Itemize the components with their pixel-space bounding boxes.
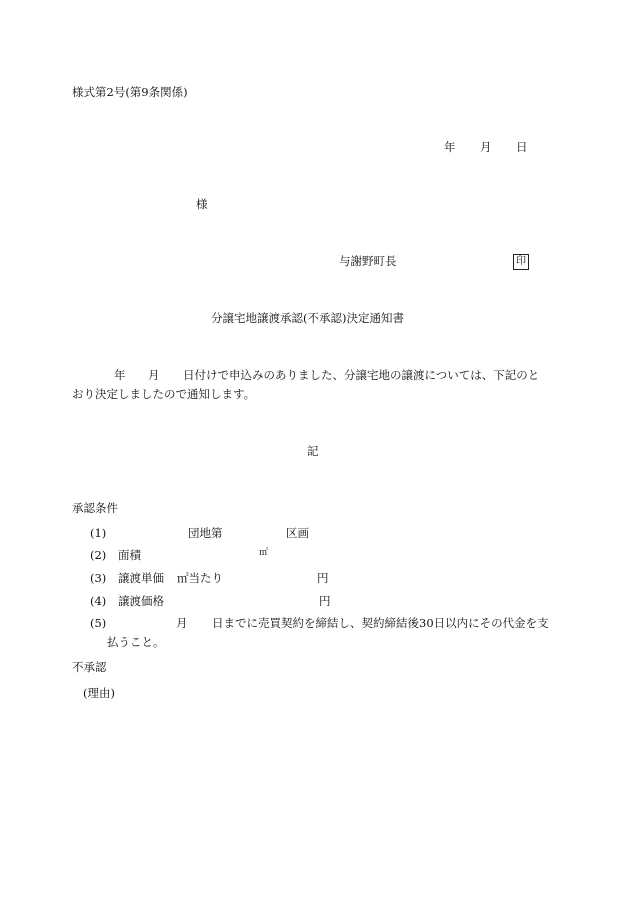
item-5-number: (5): [90, 616, 107, 630]
item-2-label: 面積: [118, 548, 141, 562]
form-number: 様式第2号(第9条関係): [72, 85, 188, 99]
item-2-number: (2): [90, 548, 107, 562]
ki-mark: 記: [307, 444, 319, 458]
item-3-label: 譲渡単価: [118, 571, 164, 585]
item-5-text: 日までに売買契約を締結し、契約締結後30日以内にその代金を支: [212, 616, 549, 630]
body-month: 月: [148, 368, 160, 382]
item-1-danchi: 団地第: [188, 526, 223, 540]
addressee-suffix: 様: [196, 197, 208, 211]
approval-heading: 承認条件: [72, 501, 118, 515]
date-day: 日: [516, 140, 528, 154]
body-line2: おり決定しましたので通知します。: [72, 387, 256, 401]
item-3-per: ㎡当たり: [177, 571, 223, 585]
item-5-month: 月: [176, 616, 188, 630]
item-3-number: (3): [90, 571, 107, 585]
item-4-label: 譲渡価格: [118, 594, 164, 608]
sender-name: 与謝野町長: [339, 254, 397, 268]
item-2-unit: ㎡: [259, 548, 269, 558]
item-1-number: (1): [90, 526, 107, 540]
body-year: 年: [114, 368, 126, 382]
item-5-continuation: 払うこと。: [107, 635, 165, 649]
disapproval-reason: (理由): [83, 686, 115, 700]
item-3-unit: 円: [317, 571, 329, 585]
item-4-unit: 円: [319, 594, 331, 608]
seal-mark: 印: [513, 254, 529, 270]
document-title: 分譲宅地譲渡承認(不承認)決定通知書: [211, 311, 404, 325]
item-1-kukaku: 区画: [286, 526, 309, 540]
body-line1: 日付けで申込みのありました、分譲宅地の譲渡については、下記のと: [183, 368, 540, 382]
disapproval-heading: 不承認: [72, 660, 107, 674]
item-4-number: (4): [90, 594, 107, 608]
date-month: 月: [480, 140, 492, 154]
date-year: 年: [444, 140, 456, 154]
